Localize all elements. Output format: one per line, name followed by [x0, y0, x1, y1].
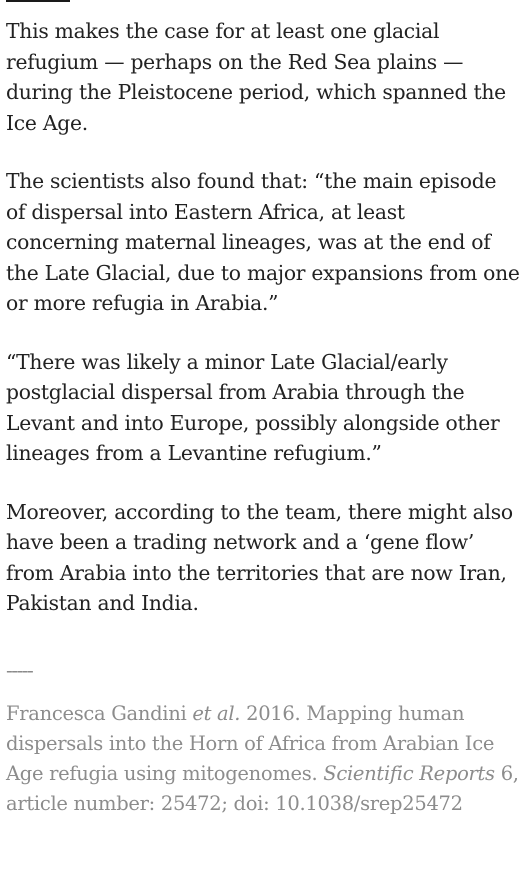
citation-title: 2016. Mapping human dispersals into the Horn of Africa from Arabian Ice Age refugia using mitogenomes. — [6, 701, 495, 785]
section-separator: ----- — [6, 657, 33, 682]
citation-journal: Scientific Reports — [323, 761, 495, 785]
citation — [6, 699, 520, 819]
top-divider — [6, 0, 70, 2]
paragraph-1: This makes the case for at least one glacial refugium — perhaps on the Red Sea plains — during the Pleistocene period, which spanned the Ice Age. — [6, 19, 506, 135]
citation-et-al: et al. — [192, 701, 241, 725]
paragraph-3: “There was likely a minor Late Glacial/early postglacial dispersal from Arabia through the Levant and into Europe, possibly alongside other lineages from a Levantine refugium.” — [6, 349, 500, 465]
paragraph-4: Moreover, according to the team, there might also have been a trading network and a ‘gene flow’ from Arabia into the territories that are now Iran, Pakistan and India. — [6, 499, 513, 615]
paragraph-2: The scientists also found that: “the main episode of dispersal into Eastern Africa, at least concerning maternal lineages, was at the end of the Late Glacial, due to major expansions from one or more refugia in Arabia.” — [6, 169, 520, 315]
citation-details: 6, article number: 25472; doi: 10.1038/srep25472 — [6, 761, 519, 815]
citation-authors: Francesca Gandini — [6, 701, 187, 725]
article-body — [6, 16, 520, 819]
